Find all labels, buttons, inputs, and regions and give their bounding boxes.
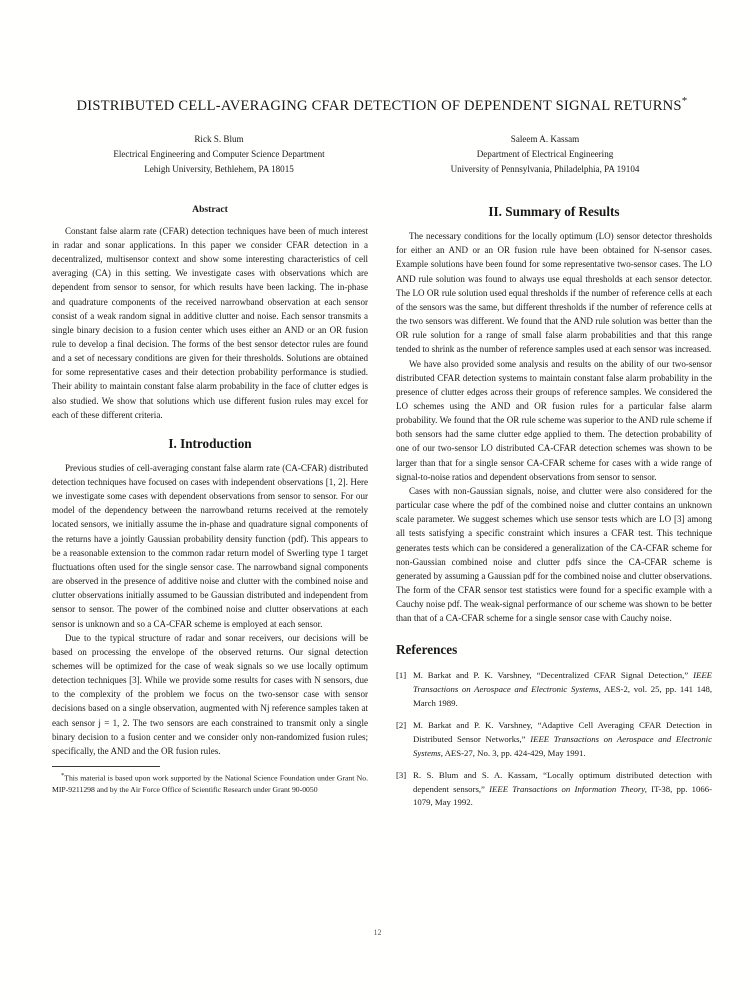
author-entry-2 bbox=[386, 132, 704, 176]
reference-item bbox=[396, 719, 712, 760]
author-name: Saleem A. Kassam bbox=[510, 134, 580, 145]
page-title bbox=[52, 95, 712, 115]
page-content bbox=[52, 0, 712, 819]
reference-authors: M. Barkat and P. K. Varshney, bbox=[413, 670, 532, 681]
reference-journal: IEEE Transactions on Aerospace and Electronic Systems, bbox=[413, 733, 712, 758]
author-department: Department of Electrical Engineering bbox=[476, 148, 614, 159]
introduction-paragraph-2: Due to the typical structure of radar and sonar receivers, our decisions will be based on processing the envelope of the observed returns. Our signal detection schemes will be optimized for the case of weak signals so we use locally optimum detection techniques [3]. While we provide some results for cases with N sensors, due to the complexity of the problem we focus on the two-sensor case with sensor decisions based on a single observation, augmented with Nj reference samples taken at each sensor j = 1, 2. The two sensors are each constrained to transmit only a single binary decision to a fusion center and we consider only non-randomized fusion rules; specifically, the AND and the OR fusion rules. bbox=[52, 632, 368, 756]
reference-number: [3] bbox=[396, 770, 407, 781]
right-column bbox=[396, 204, 712, 819]
reference-text bbox=[413, 769, 712, 810]
author-institution: Lehigh University, Bethlehem, PA 18015 bbox=[144, 163, 294, 174]
reference-number: [2] bbox=[396, 720, 407, 731]
reference-number: [1] bbox=[396, 670, 407, 681]
footnote-body: This material is based upon work supported by the National Science Foundation under Grant No. MIP-9211298 and by the Air Force Office of Scientific Research under Grant 90-0050 bbox=[52, 773, 368, 795]
reference-title: “Locally optimum distributed detection with dependent sensors,” bbox=[413, 770, 712, 794]
reference-details: AES-2, vol. 25, pp. 141 148, March 1989. bbox=[413, 683, 712, 708]
summary-heading: II. Summary of Results bbox=[488, 204, 620, 220]
left-column bbox=[52, 204, 368, 819]
title-footnote-marker: * bbox=[681, 95, 688, 107]
reference-authors: M. Barkat and P. K. Varshney, bbox=[413, 720, 533, 731]
reference-text bbox=[413, 669, 712, 710]
paper-title-text: DISTRIBUTED CELL-AVERAGING CFAR DETECTION OF DEPENDENT SIGNAL RETURNS bbox=[76, 97, 682, 114]
abstract-text: Constant false alarm rate (CFAR) detection techniques have been of much interest in radar and sonar applications. In this paper we consider CFAR detection in a decentralized, multisensor context and show some interesting characteristics of cell averaging (CA) in this setting. We investigate cases with observations which are dependent from sensor to sensor, for which results have been lacking. The in-phase and quadrature components of the received narrowband observation at each sensor consist of a weak random signal in additive clutter and noise. Each sensor transmits a single binary decision to a fusion center which uses either an AND or an OR fusion rule to develop a final decision. The forms of the best sensor detector rules are found and a set of necessary conditions are given for their thresholds. Solutions are obtained for some representative cases and their detection probability performance is studied. Their ability to maintain constant false alarm probability in the face of clutter edges is also studied. We show that solutions which use different fusion rules may excel for each of these different criteria. bbox=[52, 225, 368, 420]
reference-journal: IEEE Transactions on Information Theory, bbox=[489, 783, 647, 794]
page-number: 12 bbox=[373, 928, 382, 937]
reference-journal: IEEE Transactions on Aerospace and Electronic Systems, bbox=[413, 670, 713, 694]
footnote-rule bbox=[52, 766, 160, 767]
author-name: Rick S. Blum bbox=[194, 134, 244, 145]
reference-item bbox=[396, 669, 712, 710]
footnote-marker: * bbox=[61, 772, 65, 780]
reference-text bbox=[413, 719, 712, 760]
author-entry-1 bbox=[60, 132, 378, 176]
author-block bbox=[52, 132, 712, 176]
reference-item bbox=[396, 769, 712, 810]
body-columns bbox=[52, 204, 712, 819]
reference-title: “Adaptive Cell Averaging CFAR Detection in Distributed Sensor Networks,” bbox=[413, 720, 712, 744]
reference-details: IT-38, pp. 1066-1079, May 1992. bbox=[413, 783, 713, 808]
reference-authors: R. S. Blum and S. A. Kassam, bbox=[413, 770, 538, 781]
reference-details: AES-27, No. 3, pp. 424-429, May 1991. bbox=[444, 747, 586, 758]
author-department: Electrical Engineering and Computer Science Department bbox=[113, 148, 325, 159]
abstract-heading: Abstract bbox=[192, 204, 228, 216]
summary-paragraph-3: Cases with non-Gaussian signals, noise, and clutter were also considered for the particular case where the pdf of the combined noise and clutter contains an unknown scale parameter. We suggest schemes which use sensor tests which are LO [3] among all tests satisfying a specific constraint which insures a CFAR test. This technique generates tests which can be considered a generalization of the CA-CFAR scheme for non-Gaussian combined noise and clutter pdfs since the CA-CFAR scheme is generated by assuming a Gaussian pdf for the combined noise and clutter observations. The form of the CFAR sensor test statistics were found for a specific example with a Cauchy noise pdf. The weak-signal performance of our scheme was shown to be better than that of a CA-CFAR scheme for a single sensor case with Cauchy noise. bbox=[396, 485, 712, 624]
summary-paragraph-2: We have also provided some analysis and results on the ability of our two-sensor distributed CFAR detection systems to maintain constant false alarm probability in the presence of clutter edges across their groups of reference samples. We considered the LO schemes using the AND and OR fusion rules for a particular false alarm probability. We found that the OR rule scheme was superior to the AND rule scheme if both sensors had the same clutter edge applied to them. The detection probability of one of our two-sensor LO distributed CA-CFAR detection schemes was shown to be larger than that for a single sensor CA-CFAR scheme for cases with a wide range of signal-to-noise ratios and dependent observations from sensor to sensor. bbox=[396, 358, 712, 482]
references-heading: References bbox=[396, 642, 458, 658]
summary-paragraph-1: The necessary conditions for the locally optimum (LO) sensor detector thresholds for either an AND or an OR fusion rule have been obtained for N-sensor cases. Example solutions have been found for some representative two-sensor cases. The LO AND rule solution was found to always use equal thresholds at each sensor detector. The LO OR rule solution used equal thresholds if the number of reference cells at each of the sensors was the same, but different thresholds if the number of reference cells at the two sensors was different. We found that the AND rule solution was better than the OR rule solution for a range of small false alarm probabilities and that this range tended to shrink as the number of reference samples used at each sensor was increased. bbox=[396, 231, 712, 355]
footnote-text bbox=[52, 771, 368, 796]
introduction-paragraph-1: Previous studies of cell-averaging constant false alarm rate (CA-CFAR) distributed detection techniques have focused on cases with independent observations [1, 2]. Here we investigate some cases with dependent observations from sensor to sensor. For our model of the dependency between the narrowband returns received at the remotely located sensors, we initially assume the in-phase and quadrature signal components of the returns have a jointly Gaussian probability density function (pdf). This appears to be a reasonable extension to the common radar return model of Swerling type 1 target fluctuations often used for the single sensor case. The narrowband signal components are observed in the presence of additive noise and clutter with the combined noise and clutter observations initially assumed to be Gaussian distributed and independent from sensor to sensor. The power of the combined noise and clutter observations at each sensor is unknown and so a CA-CFAR scheme is employed at each sensor. bbox=[52, 462, 368, 629]
reference-title: “Decentralized CFAR Signal Detection,” bbox=[536, 670, 689, 681]
title-block bbox=[52, 0, 712, 176]
author-institution: University of Pennsylvania, Philadelphia, PA 19104 bbox=[450, 163, 640, 174]
introduction-heading: I. Introduction bbox=[168, 435, 252, 451]
references-list bbox=[396, 669, 712, 810]
footnote-block bbox=[52, 766, 368, 796]
